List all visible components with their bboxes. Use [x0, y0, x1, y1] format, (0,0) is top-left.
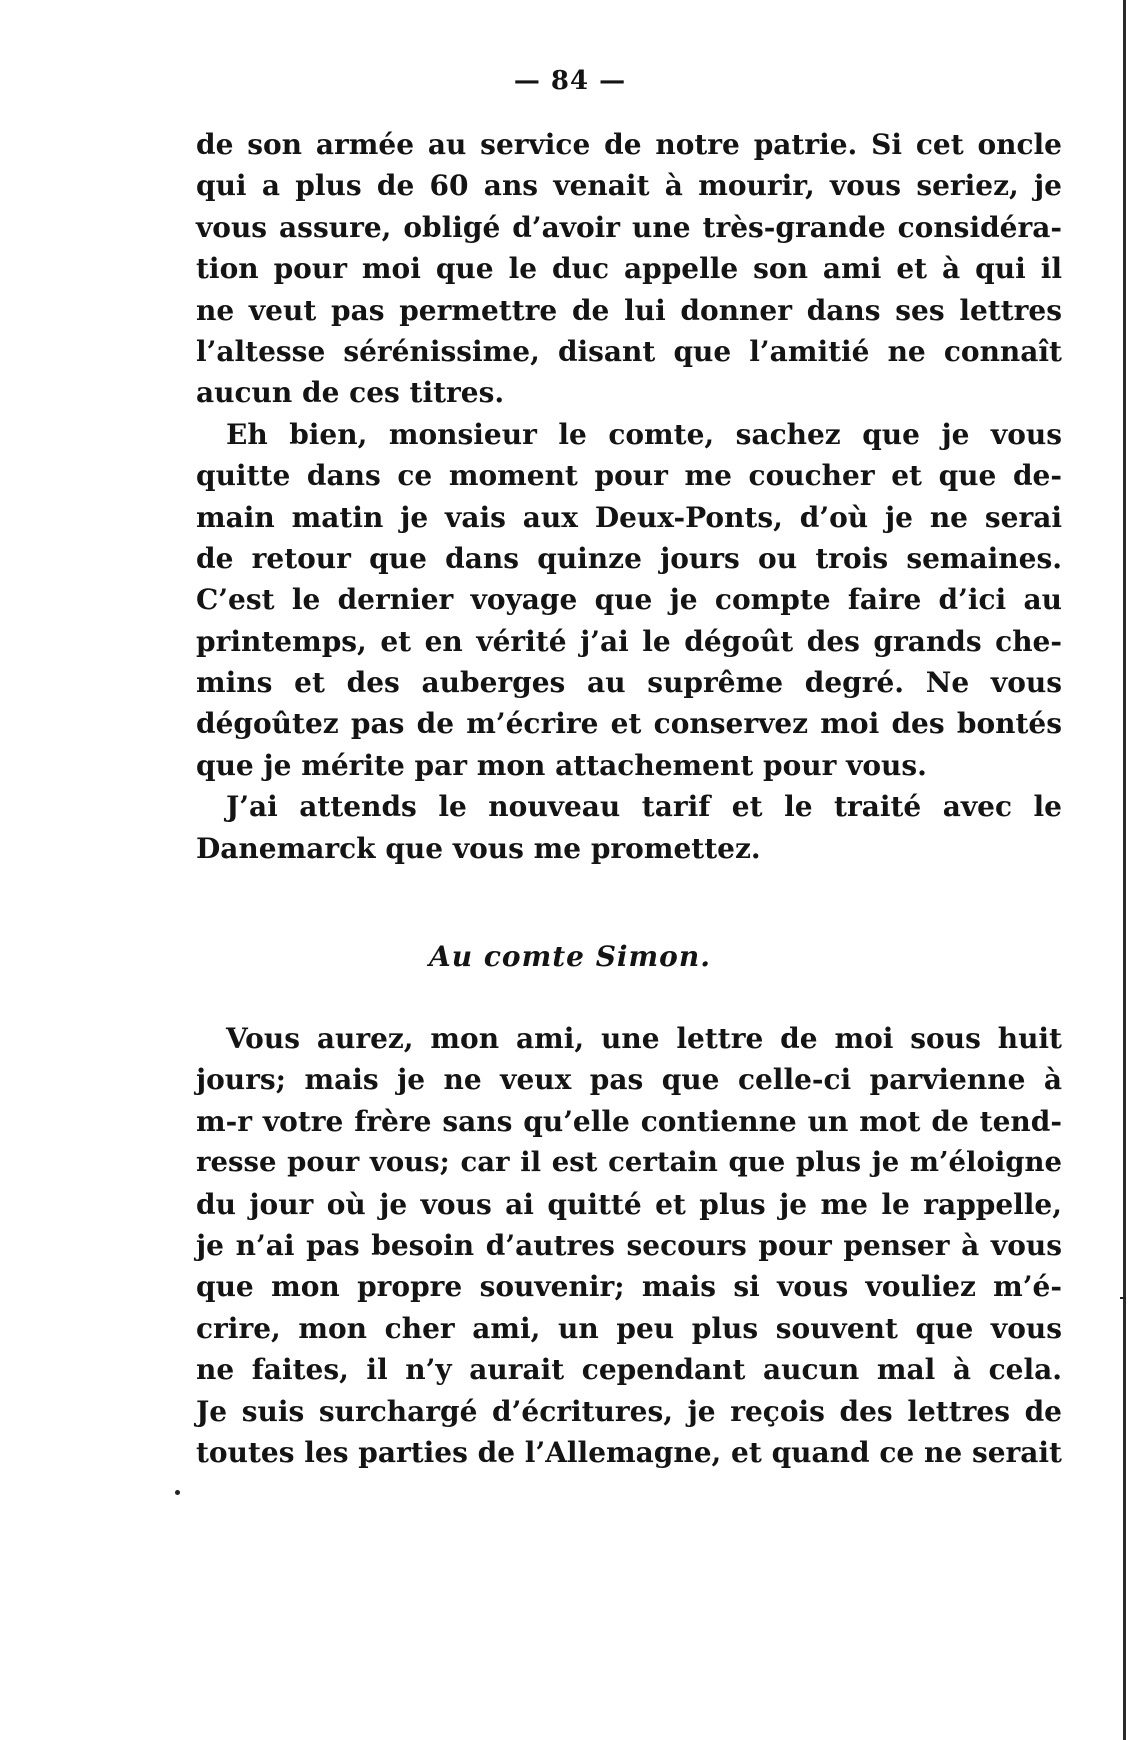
- text-line: Je suis surchargé d’écritures, je reçois des lettres de: [196, 1394, 1062, 1428]
- paragraph-1: [196, 124, 1062, 414]
- text-line: m-r votre frère sans qu’elle contienne un mot de tend-: [196, 1104, 1062, 1138]
- letter-heading: Au comte Simon.: [429, 940, 711, 973]
- text-line: quitte dans ce moment pour me coucher et que de-: [196, 459, 1062, 493]
- text-line: de son armée au service de notre patrie. Si cet oncle: [196, 128, 1062, 161]
- text-line: C’est le dernier voyage que je compte faire d’ici au: [196, 583, 1062, 617]
- text-line: resse pour vous; car il est certain que plus je m’éloigne: [196, 1146, 1062, 1179]
- text-line: Eh bien, monsieur le comte, sachez que je vous: [226, 417, 1062, 451]
- text-line: dégoûtez pas de m’écrire et conservez moi des bontés: [196, 707, 1062, 741]
- text-line: Vous aurez, mon ami, une lettre de moi sous huit: [226, 1022, 1062, 1055]
- text-line: de retour que dans quinze jours ou trois semaines.: [196, 541, 1062, 575]
- page-edge: [1123, 0, 1126, 1740]
- text-line: mins et des auberges au suprême degré. Ne vous: [196, 666, 1062, 700]
- paragraph-4: [196, 1018, 1062, 1473]
- text-line: ne veut pas permettre de lui donner dans ses lettres: [196, 293, 1062, 327]
- text-line: jours; mais je ne veux pas que celle-ci parvienne à: [196, 1063, 1062, 1097]
- text-line: aucun de ces titres.: [196, 376, 505, 410]
- ink-speck: [175, 1490, 180, 1495]
- text-line: vous assure, obligé d’avoir une très-grande considéra-: [196, 210, 1062, 244]
- text-line: ne faites, il n’y aurait cependant aucun mal à cela.: [196, 1353, 1062, 1387]
- text-line: toutes les parties de l’Allemagne, et quand ce ne serait: [196, 1435, 1062, 1469]
- text-line: J’ai attends le nouveau tarif et le traité avec le: [226, 790, 1062, 824]
- text-line: je n’ai pas besoin d’autres secours pour penser à vous: [196, 1228, 1062, 1262]
- text-line: que mon propre souvenir; mais si vous vouliez m’é-: [196, 1270, 1062, 1304]
- ink-speck: [1120, 1297, 1126, 1299]
- text-line: printemps, et en vérité j’ai le dégoût des grands che-: [196, 624, 1062, 658]
- text-line: qui a plus de 60 ans venait à mourir, vous seriez, je: [196, 169, 1062, 203]
- text-line: Danemarck que vous me promettez.: [196, 831, 761, 865]
- text-line: l’altesse sérénissime, disant que l’amitié ne connaît: [196, 334, 1062, 368]
- paragraph-3: [196, 786, 1062, 869]
- text-line: main matin je vais aux Deux-Ponts, d’où je ne serai: [196, 500, 1062, 534]
- paragraph-2: [196, 414, 1062, 787]
- page-number: — 84 —: [513, 66, 627, 96]
- text-line: crire, mon cher ami, un peu plus souvent que vous: [196, 1311, 1062, 1345]
- text-line: que je mérite par mon attachement pour vous.: [196, 748, 927, 782]
- letter-body-1: [196, 124, 1062, 869]
- text-line: du jour où je vous ai quitté et plus je me le rappelle,: [196, 1187, 1062, 1221]
- letter-body-2: [196, 1018, 1062, 1473]
- text-line: tion pour moi que le duc appelle son ami et à qui il: [196, 252, 1062, 286]
